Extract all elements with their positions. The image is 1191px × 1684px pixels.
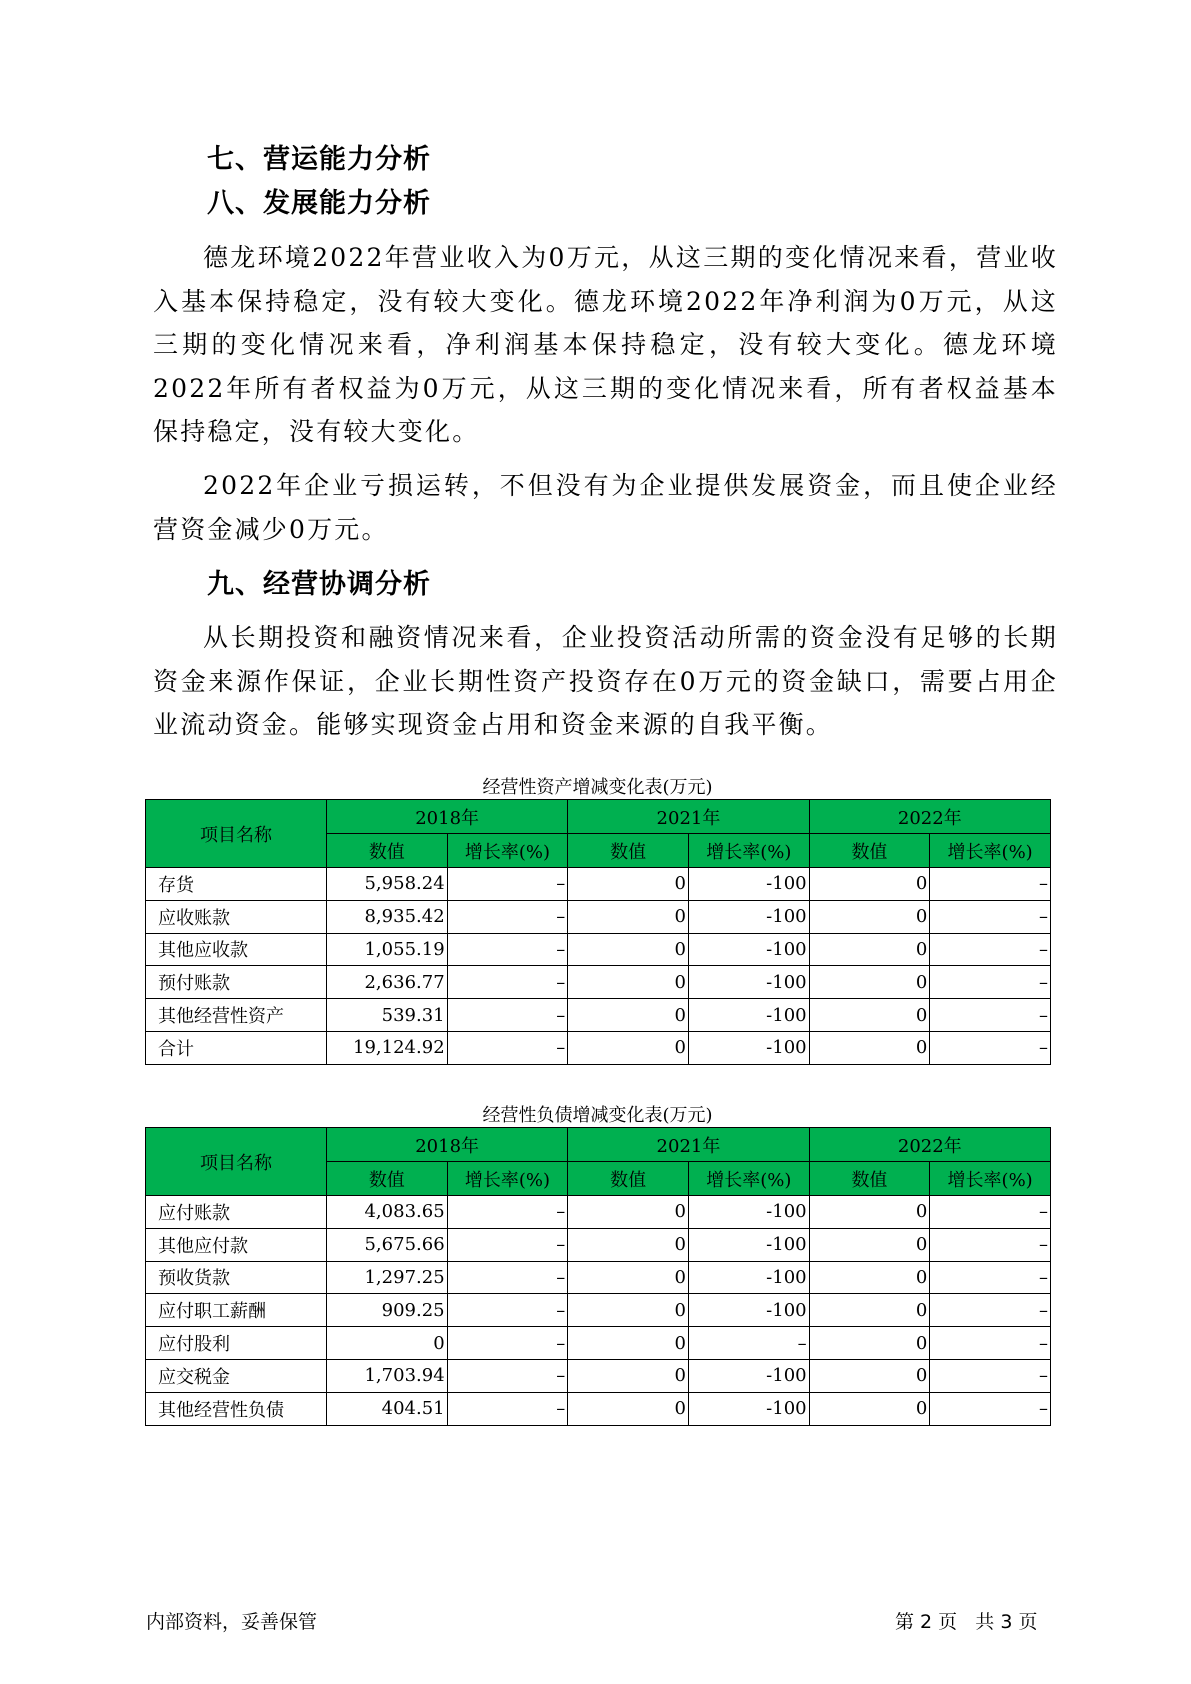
cell-value: 0 [809, 999, 930, 1032]
table-row [146, 933, 1051, 966]
cell-growth-rate: -100 [688, 1392, 809, 1425]
header-year-2022: 2022年 [809, 800, 1050, 834]
cell-value: 539.31 [326, 999, 447, 1032]
header-growth-rate: 增长率(%) [688, 834, 809, 868]
row-item-name: 应付账款 [146, 1196, 327, 1229]
header-growth-rate: 增长率(%) [688, 1162, 809, 1196]
cell-growth-rate: – [930, 933, 1051, 966]
header-value: 数值 [568, 834, 689, 868]
cell-growth-rate: – [688, 1327, 809, 1360]
cell-value: 0 [809, 1261, 930, 1294]
footer-confidential-note: 内部资料，妥善保管 [146, 1611, 318, 1633]
cell-value: 0 [809, 900, 930, 933]
header-growth-rate: 增长率(%) [930, 834, 1051, 868]
paragraph-development-summary: 德龙环境2022年营业收入为0万元，从这三期的变化情况来看，营业收入基本保持稳定，没有较大变化。德龙环境2022年净利润为0万元，从这三期的变化情况来看，净利润基本保持稳定，没有较大变化。德龙环境2022年所有者权益为0万元，从这三期的变化情况来看，所有者权益基本保持稳定，没有较大变化。 [153, 243, 1058, 446]
cell-growth-rate: – [930, 999, 1051, 1032]
header-value: 数值 [326, 1162, 447, 1196]
cell-value: 1,055.19 [326, 933, 447, 966]
cell-value: 0 [809, 868, 930, 901]
cell-value: 0 [568, 1196, 689, 1229]
cell-growth-rate: -100 [688, 900, 809, 933]
header-value: 数值 [809, 1162, 930, 1196]
table-row [146, 1228, 1051, 1261]
header-value: 数值 [326, 834, 447, 868]
cell-growth-rate: – [447, 1359, 568, 1392]
row-item-name: 应交税金 [146, 1359, 327, 1392]
cell-value: 0 [326, 1327, 447, 1360]
header-item-name: 项目名称 [146, 800, 327, 868]
cell-value: 0 [568, 1294, 689, 1327]
cell-growth-rate: -100 [688, 1294, 809, 1327]
row-item-name: 应收账款 [146, 900, 327, 933]
operating-assets-table [145, 799, 1051, 1065]
cell-growth-rate: -100 [688, 1196, 809, 1229]
cell-value: 0 [809, 1392, 930, 1425]
table-row [146, 1294, 1051, 1327]
table-caption-operating-assets: 经营性资产增减变化表(万元) [482, 777, 713, 798]
cell-growth-rate: – [930, 900, 1051, 933]
table-row [146, 1327, 1051, 1360]
cell-value: 0 [809, 1031, 930, 1064]
paragraph-loss-operation: 2022年企业亏损运转，不但没有为企业提供发展资金，而且使企业经营资金减少0万元。 [153, 471, 1058, 544]
row-item-name: 预付账款 [146, 966, 327, 999]
table-row [146, 1359, 1051, 1392]
table-row [146, 1196, 1051, 1229]
cell-growth-rate: – [447, 1392, 568, 1425]
section-heading-development-capacity: 八、发展能力分析 [207, 188, 431, 219]
table-caption-operating-liabilities: 经营性负债增减变化表(万元) [482, 1105, 713, 1126]
cell-growth-rate: -100 [688, 1228, 809, 1261]
row-item-name: 合计 [146, 1031, 327, 1064]
cell-value: 5,675.66 [326, 1228, 447, 1261]
cell-growth-rate: – [447, 999, 568, 1032]
cell-growth-rate: -100 [688, 933, 809, 966]
header-value: 数值 [568, 1162, 689, 1196]
table-row [146, 900, 1051, 933]
cell-growth-rate: – [930, 966, 1051, 999]
cell-growth-rate: -100 [688, 1359, 809, 1392]
paragraph-coordination-analysis: 从长期投资和融资情况来看，企业投资活动所需的资金没有足够的长期资金来源作保证，企业长期性资产投资存在0万元的资金缺口，需要占用企业流动资金。能够实现资金占用和资金来源的自我平衡。 [153, 623, 1058, 739]
cell-value: 909.25 [326, 1294, 447, 1327]
cell-value: 8,935.42 [326, 900, 447, 933]
cell-value: 0 [568, 933, 689, 966]
cell-growth-rate: – [930, 1359, 1051, 1392]
cell-value: 0 [809, 1228, 930, 1261]
row-item-name: 其他经营性资产 [146, 999, 327, 1032]
operating-liabilities-table [145, 1127, 1051, 1426]
header-value: 数值 [809, 834, 930, 868]
cell-value: 5,958.24 [326, 868, 447, 901]
table-row [146, 999, 1051, 1032]
cell-growth-rate: – [930, 1392, 1051, 1425]
cell-growth-rate: – [930, 1031, 1051, 1064]
row-item-name: 其他应收款 [146, 933, 327, 966]
cell-growth-rate: – [930, 1261, 1051, 1294]
cell-growth-rate: -100 [688, 1261, 809, 1294]
cell-value: 2,636.77 [326, 966, 447, 999]
table-row [146, 966, 1051, 999]
header-year-2018: 2018年 [326, 800, 567, 834]
section-heading-operating-capacity: 七、营运能力分析 [207, 144, 431, 175]
row-item-name: 其他经营性负债 [146, 1392, 327, 1425]
cell-value: 0 [809, 966, 930, 999]
cell-growth-rate: – [447, 900, 568, 933]
cell-growth-rate: – [930, 1196, 1051, 1229]
cell-growth-rate: – [447, 966, 568, 999]
cell-growth-rate: – [447, 1228, 568, 1261]
cell-growth-rate: – [447, 868, 568, 901]
section-heading-operating-coordination: 九、经营协调分析 [207, 569, 431, 600]
cell-value: 1,703.94 [326, 1359, 447, 1392]
cell-value: 0 [809, 1359, 930, 1392]
cell-value: 0 [809, 1327, 930, 1360]
cell-growth-rate: -100 [688, 1031, 809, 1064]
row-item-name: 预收货款 [146, 1261, 327, 1294]
cell-value: 0 [809, 1294, 930, 1327]
cell-growth-rate: -100 [688, 999, 809, 1032]
cell-growth-rate: – [447, 1196, 568, 1229]
cell-value: 0 [568, 1031, 689, 1064]
cell-growth-rate: -100 [688, 966, 809, 999]
cell-value: 0 [568, 999, 689, 1032]
header-year-2021: 2021年 [568, 800, 809, 834]
cell-value: 0 [568, 1327, 689, 1360]
cell-growth-rate: -100 [688, 868, 809, 901]
cell-value: 0 [568, 1392, 689, 1425]
cell-value: 0 [568, 868, 689, 901]
footer-page-number: 第 2 页 共 3 页 [895, 1611, 1038, 1633]
cell-growth-rate: – [447, 1327, 568, 1360]
header-growth-rate: 增长率(%) [447, 1162, 568, 1196]
row-item-name: 应付职工薪酬 [146, 1294, 327, 1327]
cell-value: 0 [568, 1359, 689, 1392]
cell-value: 0 [568, 900, 689, 933]
cell-growth-rate: – [930, 868, 1051, 901]
cell-growth-rate: – [447, 1261, 568, 1294]
cell-value: 0 [809, 933, 930, 966]
cell-growth-rate: – [930, 1228, 1051, 1261]
header-year-2018: 2018年 [326, 1128, 567, 1162]
cell-growth-rate: – [930, 1294, 1051, 1327]
cell-value: 0 [568, 1261, 689, 1294]
cell-value: 0 [568, 1228, 689, 1261]
cell-value: 4,083.65 [326, 1196, 447, 1229]
cell-value: 404.51 [326, 1392, 447, 1425]
cell-growth-rate: – [930, 1327, 1051, 1360]
row-item-name: 应付股利 [146, 1327, 327, 1360]
table-row [146, 1261, 1051, 1294]
header-item-name: 项目名称 [146, 1128, 327, 1196]
header-growth-rate: 增长率(%) [930, 1162, 1051, 1196]
header-year-2022: 2022年 [809, 1128, 1050, 1162]
table-row [146, 868, 1051, 901]
cell-value: 0 [809, 1196, 930, 1229]
cell-growth-rate: – [447, 933, 568, 966]
table-row [146, 1392, 1051, 1425]
header-growth-rate: 增长率(%) [447, 834, 568, 868]
cell-value: 19,124.92 [326, 1031, 447, 1064]
cell-value: 1,297.25 [326, 1261, 447, 1294]
cell-value: 0 [568, 966, 689, 999]
header-year-2021: 2021年 [568, 1128, 809, 1162]
row-item-name: 存货 [146, 868, 327, 901]
cell-growth-rate: – [447, 1294, 568, 1327]
row-item-name: 其他应付款 [146, 1228, 327, 1261]
table-row [146, 1031, 1051, 1064]
cell-growth-rate: – [447, 1031, 568, 1064]
